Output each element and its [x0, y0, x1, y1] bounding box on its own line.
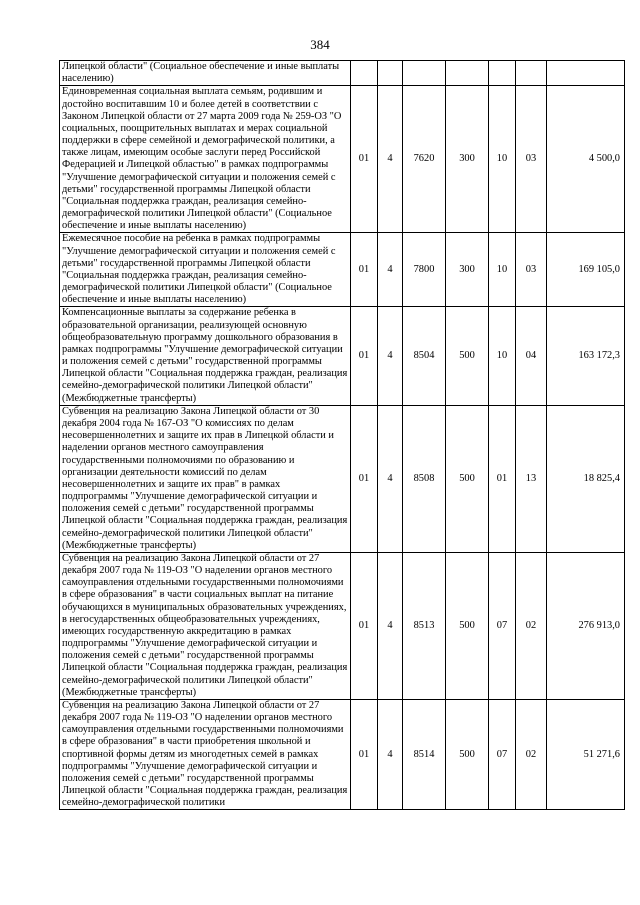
row-section: 10 — [489, 86, 516, 233]
table-row — [60, 307, 625, 405]
row-subsection: 02 — [516, 552, 547, 699]
row-code-3: 7620 — [403, 86, 446, 233]
row-expense-type: 500 — [446, 405, 489, 552]
row-amount: 276 913,0 — [547, 552, 625, 699]
row-code-2: 4 — [378, 86, 403, 233]
page-number: 384 — [310, 37, 330, 52]
row-amount: 169 105,0 — [547, 233, 625, 307]
row-amount: 51 271,6 — [547, 699, 625, 810]
row-section: 01 — [489, 405, 516, 552]
row-subsection — [516, 61, 547, 86]
row-code-1: 01 — [351, 699, 378, 810]
row-code-2 — [378, 61, 403, 86]
row-description: Единовременная социальная выплата семьям, родившим и достойно воспитавшим 10 и более детей в соответствии с Законом Липецкой области от 27 марта 2009 года № 259-ОЗ "О социальных, поощрительных выплатах и мерах социальной поддержки в сфере семейной и демографической политики, а также лицам, имеющим особые заслуги перед Российской Федерацией и Липецкой областью" в рамках подпрограммы "Улучшение демографической ситуации и положения семей с детьми" государственной программы Липецкой области "Социальная поддержка граждан, реализация семейно-демографической политики Липецкой области" (Социальное обеспечение и иные выплаты населению) — [60, 86, 351, 233]
row-description: Ежемесячное пособие на ребенка в рамках подпрограммы "Улучшение демографической ситуации и положения семей с детьми" государственной программы Липецкой области "Социальная поддержка граждан, реализация семейно-демографической политики Липецкой области" (Социальное обеспечение и иные выплаты населению) — [60, 233, 351, 307]
row-description: Субвенция на реализацию Закона Липецкой области от 27 декабря 2007 года № 119-ОЗ "О наделении органов местного самоуправления отдельными государственными полномочиями в сфере образования" в части приобретения школьной и спортивной формы детям из многодетных семей в рамках подпрограммы "Улучшение демографической ситуации и положения семей с детьми" государственной программы Липецкой области "Социальная поддержка граждан, реализация семейно-демографической политики — [60, 699, 351, 810]
row-code-1: 01 — [351, 233, 378, 307]
row-amount: 163 172,3 — [547, 307, 625, 405]
row-expense-type: 300 — [446, 86, 489, 233]
table-row — [60, 699, 625, 810]
table-row — [60, 233, 625, 307]
row-code-3: 8504 — [403, 307, 446, 405]
row-expense-type: 300 — [446, 233, 489, 307]
row-section: 10 — [489, 233, 516, 307]
row-description: Субвенция на реализацию Закона Липецкой области от 27 декабря 2007 года № 119-ОЗ "О наделении органов местного самоуправления отдельными государственными полномочиями в сфере образования" в части социальных выплат на питание обучающихся в муниципальных образовательных учреждениях, в негосударственных общеобразовательных учреждениях, имеющих государственную аккредитацию в рамках подпрограммы "Улучшение демографической ситуации и положения семей с детьми" государственной программы Липецкой области "Социальная поддержка граждан, реализация семейно-демографической политики Липецкой области" (Межбюджетные трансферты) — [60, 552, 351, 699]
row-code-3: 8513 — [403, 552, 446, 699]
row-description: Липецкой области" (Социальное обеспечение и иные выплаты населению) — [60, 61, 351, 86]
row-code-1: 01 — [351, 86, 378, 233]
row-code-1: 01 — [351, 307, 378, 405]
row-section: 07 — [489, 552, 516, 699]
row-section: 10 — [489, 307, 516, 405]
row-amount: 18 825,4 — [547, 405, 625, 552]
row-expense-type: 500 — [446, 552, 489, 699]
row-code-2: 4 — [378, 307, 403, 405]
row-code-1: 01 — [351, 405, 378, 552]
row-code-2: 4 — [378, 233, 403, 307]
row-subsection: 04 — [516, 307, 547, 405]
table-row — [60, 405, 625, 552]
row-expense-type: 500 — [446, 307, 489, 405]
row-expense-type — [446, 61, 489, 86]
row-subsection: 13 — [516, 405, 547, 552]
row-section: 07 — [489, 699, 516, 810]
table-row — [60, 61, 625, 86]
row-code-2: 4 — [378, 405, 403, 552]
row-code-2: 4 — [378, 699, 403, 810]
row-subsection: 03 — [516, 233, 547, 307]
table-row — [60, 86, 625, 233]
row-code-3: 7800 — [403, 233, 446, 307]
row-code-3 — [403, 61, 446, 86]
row-code-1: 01 — [351, 552, 378, 699]
row-code-1 — [351, 61, 378, 86]
row-amount: 4 500,0 — [547, 86, 625, 233]
row-description: Компенсационные выплаты за содержание ребенка в образовательной организации, реализующей основную общеобразовательную программу дошкольного образования в рамках подпрограммы "Улучшение демографической ситуации и положения семей с детьми" государственной программы Липецкой области "Социальная поддержка граждан, реализация семейно-демографической политики Липецкой области" (Межбюджетные трансферты) — [60, 307, 351, 405]
row-subsection: 03 — [516, 86, 547, 233]
row-section — [489, 61, 516, 86]
row-description: Субвенция на реализацию Закона Липецкой области от 30 декабря 2004 года № 167-ОЗ "О комиссиях по делам несовершеннолетних и защите их прав в Липецкой области и наделении органов местного самоуправления государственными полномочиями по образованию и организации деятельности комиссий по делам несовершеннолетних и защите их прав" в рамках подпрограммы "Улучшение демографической ситуации и положения семей с детьми" государственной программы Липецкой области "Социальная поддержка граждан, реализация семейно-демографической политики Липецкой области" (Межбюджетные трансферты) — [60, 405, 351, 552]
row-code-3: 8508 — [403, 405, 446, 552]
budget-table-body — [60, 61, 625, 810]
row-code-3: 8514 — [403, 699, 446, 810]
row-expense-type: 500 — [446, 699, 489, 810]
budget-table — [59, 60, 625, 810]
row-code-2: 4 — [378, 552, 403, 699]
row-amount — [547, 61, 625, 86]
row-subsection: 02 — [516, 699, 547, 810]
table-row — [60, 552, 625, 699]
